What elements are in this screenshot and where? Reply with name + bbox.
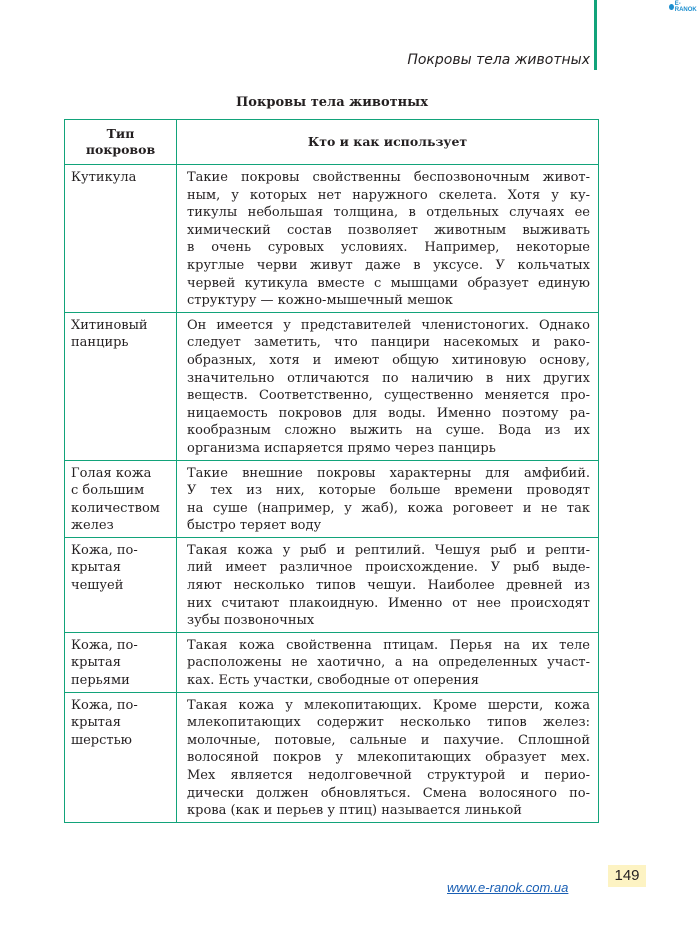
cell-description <box>177 537 599 632</box>
type-line: шерстью <box>71 732 132 748</box>
column-header-type: Тип покровов <box>65 120 177 165</box>
description-line: ницаемость покровов для воды. Именно поэтому ра- <box>187 405 590 421</box>
type-line: крытая <box>71 715 121 731</box>
table-row <box>65 632 599 692</box>
type-line: желез <box>71 518 114 534</box>
description-line: организма испаряется прямо через панцирь <box>187 440 496 456</box>
description-line: тикулы небольшая толщина, в отдельных случаях ее <box>187 205 590 221</box>
page-number: 149 <box>608 865 646 887</box>
description-line: кообразным сложно выжить на суше. Вода из их <box>187 423 590 439</box>
type-line: крытая <box>71 655 121 671</box>
type-line: Кожа, по- <box>71 697 138 713</box>
type-line: перьями <box>71 673 130 689</box>
description-line: ляют несколько типов чешуи. Наиболее древней из <box>187 578 590 594</box>
description-line: Такие покровы свойственны беспозвоночным живот- <box>187 170 590 185</box>
accent-bar <box>594 0 597 70</box>
logo-icon <box>669 4 674 10</box>
cell-type <box>65 460 177 537</box>
description-line: структуру — кожно-мышечный мешок <box>187 293 453 309</box>
publisher-logo <box>669 2 697 12</box>
description-line: лий имеет различное происхождение. У рыб выде- <box>187 560 590 576</box>
type-line: чешуей <box>71 578 124 594</box>
description-line: червей кутикула вместе с мышцами образует единую <box>187 275 590 291</box>
description-line: млекопитающих содержит несколько типов желез: <box>187 715 590 731</box>
description-line: Такая кожа у млекопитающих. Кроме шерсти, кожа <box>187 697 590 713</box>
running-header: Покровы тела животных <box>407 52 590 68</box>
description-line: круглые черви живут даже в уксусе. У кольчатых <box>187 257 590 273</box>
description-line: быстро теряет воду <box>187 518 322 534</box>
cell-type <box>65 312 177 460</box>
table-title: Покровы тела животных <box>236 95 428 110</box>
logo-text: E-RANOK <box>674 1 697 13</box>
cell-type <box>65 537 177 632</box>
description-line: волосяной покров у млекопитающих образует мех. <box>187 750 590 766</box>
table-row <box>65 165 599 313</box>
type-line: Кутикула <box>71 170 137 185</box>
description-line: крова (как и перьев у птиц) называется линькой <box>187 803 522 819</box>
cell-description <box>177 312 599 460</box>
description-line: значительно отличаются по наличию в них других <box>187 370 590 386</box>
table-row <box>65 312 599 460</box>
cell-type <box>65 165 177 313</box>
integument-table <box>64 119 599 823</box>
table-row <box>65 692 599 822</box>
description-line: ках. Есть участки, свободные от оперения <box>187 673 479 689</box>
description-line: молочные, потовые, сальные и пахучие. Сплошной <box>187 732 590 748</box>
type-line: Кожа, по- <box>71 542 138 558</box>
table-row <box>65 537 599 632</box>
cell-description <box>177 460 599 537</box>
type-line: с большим <box>71 483 145 499</box>
description-line: Такая кожа свойственна птицам. Перья на их теле <box>187 637 590 653</box>
description-line: на суше (например, у жаб), кожа роговеет и не так <box>187 500 590 516</box>
description-line: ным, у которых нет наружного скелета. Хотя у ку- <box>187 187 590 203</box>
description-line: образных, хотя и имеют общую хитиновую основу, <box>187 352 590 368</box>
description-line: У тех из них, которые больше времени проводят <box>187 483 590 499</box>
description-line: Такая кожа у рыб и рептилий. Чешуя рыб и репти- <box>187 542 590 558</box>
description-line: Он имеется у представителей членистоногих. Однако <box>187 317 590 333</box>
type-line: крытая <box>71 560 121 576</box>
table-header-row <box>65 120 599 165</box>
type-line: количеством <box>71 500 160 516</box>
description-line: в очень суровых условиях. Например, некоторые <box>187 240 590 256</box>
description-line: следует заметить, что панцири насекомых и рако- <box>187 335 590 351</box>
description-line: Такие внешние покровы характерны для амфибий. <box>187 465 590 481</box>
column-header-description: Кто и как использует <box>177 120 599 165</box>
cell-type <box>65 692 177 822</box>
description-line: зубы позвоночных <box>187 613 315 629</box>
cell-type <box>65 632 177 692</box>
cell-description <box>177 165 599 313</box>
description-line: дически должен обновляться. Смена волосяного по- <box>187 785 590 801</box>
description-line: химический состав позволяет животным выживать <box>187 222 590 238</box>
description-line: них считают плакоидную. Именно от нее происходят <box>187 595 590 611</box>
cell-description <box>177 632 599 692</box>
description-line: Мех является недолговечной структурой и перио- <box>187 768 590 783</box>
publisher-url-link[interactable]: www.e-ranok.com.ua <box>447 880 569 895</box>
description-line: веществ. Соответственно, существенно меняется про- <box>187 388 590 404</box>
type-line: Хитиновый <box>71 317 148 333</box>
type-line: Голая кожа <box>71 465 152 481</box>
type-line: Кожа, по- <box>71 637 138 653</box>
table-row <box>65 460 599 537</box>
cell-description <box>177 692 599 822</box>
description-line: расположены не хаотично, а на определенных участ- <box>187 655 590 671</box>
type-line: панцирь <box>71 335 129 351</box>
